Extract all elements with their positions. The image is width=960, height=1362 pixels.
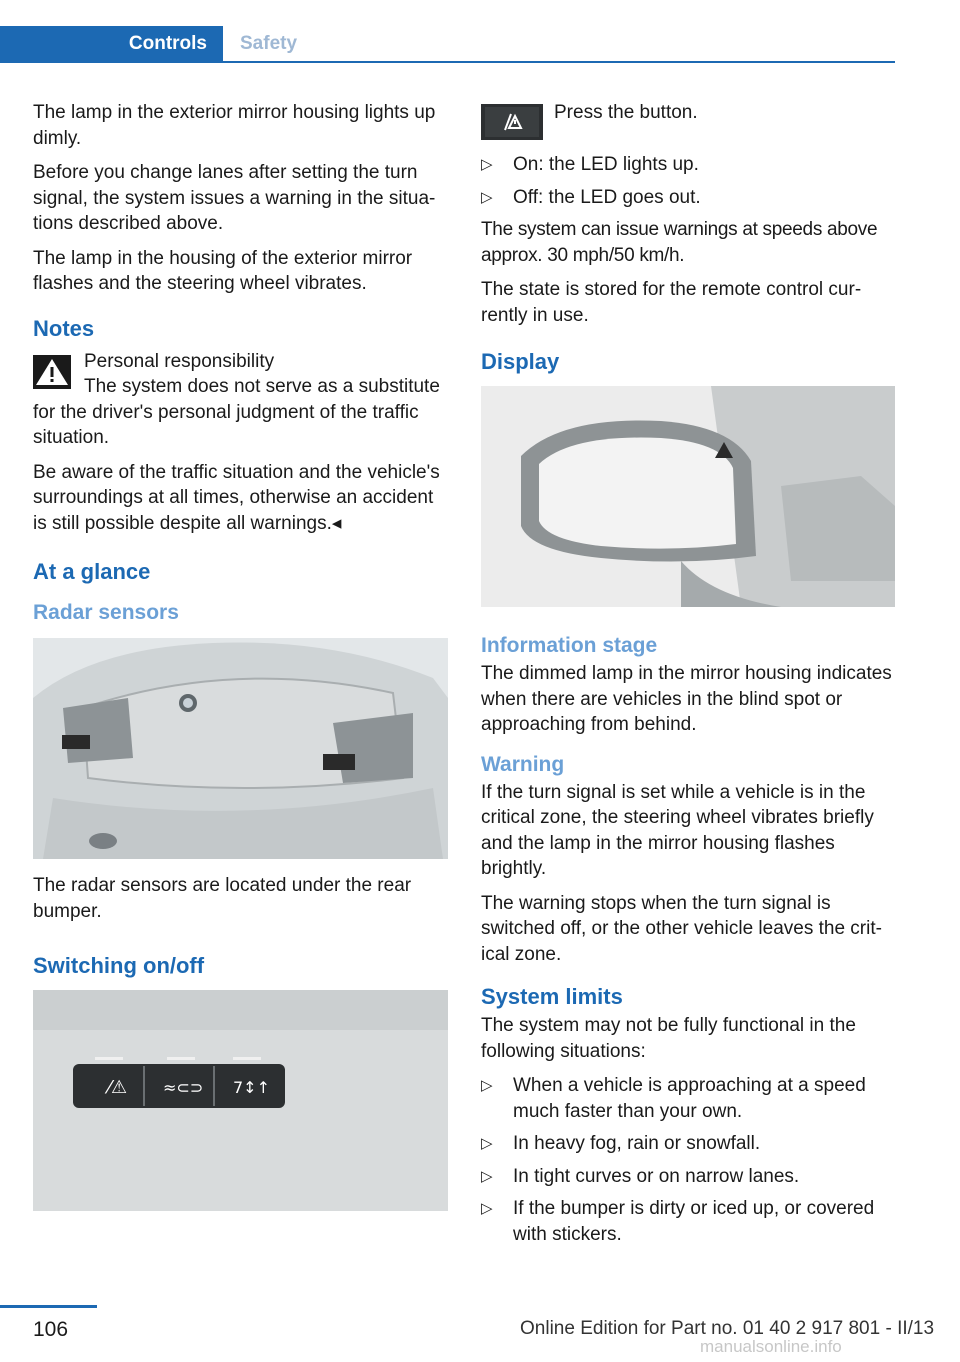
warning-note [33,349,451,375]
paragraph-mirror-lamp: The lamp in the exterior mirror housing lights up dimly. [33,102,436,149]
press-button-text: Press the button. [554,102,698,123]
tab-underline [0,61,895,63]
paragraph-state-stored: The state is stored for the remote control currently in use. [481,279,862,326]
paragraph-warning-2: The warning stops when the turn signal is switched off, or the other vehicle leaves the critical zone. [481,892,882,965]
limits-list [481,1073,899,1247]
list-item [481,1164,899,1190]
list-item [481,1196,899,1247]
heading-radar-sensors: Radar sensors [33,601,179,624]
warning-text-body: The system does not serve as a substitute for the driver's personal judgment of the traffic situation. [33,376,440,448]
list-item-text: If the bumper is dirty or iced up, or covered with stickers. [513,1198,875,1245]
paragraph-lane-change: Before you change lanes after setting the turn signal, the system issues a warning in the situations described above. [33,162,436,234]
list-item [481,185,899,211]
left-column [33,100,451,1225]
bullet-triangle-icon: ▷ [481,1077,493,1094]
heading-information-stage: Information stage [481,634,658,657]
svg-text:≈⊂⊃: ≈⊂⊃ [163,1078,204,1097]
paragraph-radar-location: The radar sensors are located under the rear bumper. [33,875,412,922]
list-item [481,152,899,178]
button-panel-image [33,990,448,1211]
bullet-triangle-icon: ▷ [481,1167,493,1185]
list-item-text: In heavy fog, rain or snowfall. [513,1133,761,1154]
warning-text-2: Be aware of the traffic situation and the vehicle's surroundings at all times, otherwise an accident is still possible despite all warnings.◂ [33,461,440,534]
bullet-triangle-icon: ▷ [481,1135,493,1152]
section-tabs [0,26,895,62]
paragraph-lamp-flashes: The lamp in the housing of the exterior mirror flashes and the steering wheel vibrates. [33,247,413,294]
heading-system-limits: System limits [481,984,623,1009]
on-off-list [481,152,899,210]
warning-title: Personal responsibility [84,350,275,372]
warning-text [33,374,451,451]
list-item-text: When a vehicle is approaching at a speed much faster than your own. [513,1075,866,1122]
list-item-text: In tight curves or on narrow lanes. [513,1165,800,1187]
blind-spot-button-icon [481,104,543,140]
paragraph-information-stage: The dimmed lamp in the mirror housing indicates when there are vehicles in the blind spot or approaching from behind. [481,663,892,735]
warning-triangle-icon [33,355,71,389]
mirror-display-image [481,386,895,607]
list-item [481,1131,899,1157]
edition-text: Online Edition for Part no. 01 40 2 917 801 - II/13 [520,1318,935,1339]
radar-sensors-image [33,638,448,859]
tab-safety[interactable]: Safety [240,33,298,54]
list-item-text: Off: the LED goes out. [513,186,701,208]
heading-notes: Notes [33,315,95,341]
bullet-triangle-icon: ▷ [481,1200,493,1217]
paragraph-limits-intro: The system may not be fully functional in the following situations: [481,1015,856,1062]
right-column [481,100,899,1254]
bullet-triangle-icon: ▷ [481,188,493,206]
tab-controls[interactable]: Controls [0,26,223,62]
paragraph-warning-1: If the turn signal is set while a vehicle is in the critical zone, the steering wheel vibrates briefly and the lamp in the mirror housing flashes brightly. [481,781,874,879]
heading-switching-on-off: Switching on/off [33,953,205,978]
heading-warning: Warning [481,752,565,776]
heading-at-a-glance: At a glance [33,559,151,584]
list-item-text: On: the LED lights up. [513,154,699,175]
bullet-triangle-icon: ▷ [481,156,493,173]
page-number: 106 [33,1318,69,1341]
footer-rule [0,1305,97,1308]
watermark: manualsonline.info [700,1337,842,1356]
svg-text:7↕↑: 7↕↑ [233,1078,270,1097]
press-button-instruction [481,100,899,140]
svg-text:⁄⚠: ⁄⚠ [108,1077,128,1098]
list-item [481,1073,899,1124]
paragraph-speed: The system can issue warnings at speeds above approx. 30 mph/50 km/h. [481,219,878,266]
heading-display: Display [481,349,560,374]
